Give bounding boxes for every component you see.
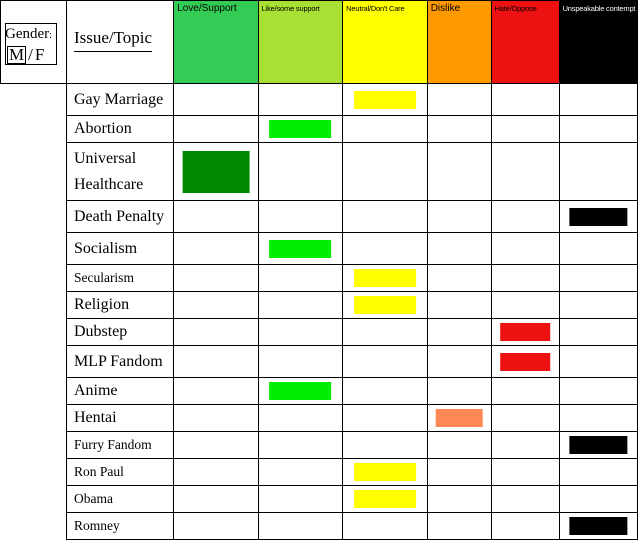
header-row xyxy=(1,1,638,84)
rating-cell[interactable] xyxy=(427,346,491,378)
rating-cell[interactable] xyxy=(258,486,343,513)
rating-cell[interactable] xyxy=(343,143,428,201)
rating-cell[interactable] xyxy=(559,486,637,513)
rating-mark xyxy=(270,240,332,258)
issue-label-cell xyxy=(66,84,173,116)
table-row xyxy=(1,432,638,459)
gender-title-sub: : xyxy=(49,30,52,41)
category-header-2 xyxy=(343,1,428,84)
rating-cell[interactable] xyxy=(559,84,637,116)
table-row xyxy=(1,116,638,143)
rating-cell[interactable] xyxy=(258,432,343,459)
gender-female-option[interactable]: F xyxy=(34,45,45,64)
issue-label: Socialism xyxy=(73,239,138,257)
rating-cell[interactable] xyxy=(427,201,491,233)
issue-topic-header xyxy=(66,1,173,84)
rating-mark xyxy=(570,517,627,535)
rating-cell[interactable] xyxy=(174,292,259,319)
table-body xyxy=(1,1,638,540)
row-spacer-cell xyxy=(1,265,67,292)
rating-cell[interactable] xyxy=(491,84,559,116)
table-row xyxy=(1,292,638,319)
row-spacer-cell xyxy=(1,292,67,319)
rating-cell[interactable] xyxy=(427,513,491,540)
issue-label: Gay Marriage xyxy=(73,90,164,108)
row-spacer-cell xyxy=(1,84,67,116)
rating-cell[interactable] xyxy=(174,459,259,486)
category-header-0 xyxy=(174,1,259,84)
rating-cell[interactable] xyxy=(559,378,637,405)
rating-cell[interactable] xyxy=(427,405,491,432)
gender-title xyxy=(5,26,52,43)
rating-mark xyxy=(570,208,627,226)
issue-label-cell xyxy=(66,143,173,201)
rating-cell[interactable] xyxy=(491,432,559,459)
row-spacer-cell xyxy=(1,201,67,233)
issue-label: Ron Paul xyxy=(73,464,124,479)
category-header-label-0: Love/Support xyxy=(177,3,237,14)
issue-label: Obama xyxy=(73,491,113,506)
rating-cell[interactable] xyxy=(559,116,637,143)
rating-mark xyxy=(270,382,332,400)
rating-mark xyxy=(354,269,416,287)
rating-mark xyxy=(436,409,483,427)
issue-label: Death Penalty xyxy=(73,207,165,225)
table-row xyxy=(1,378,638,405)
rating-cell[interactable] xyxy=(491,201,559,233)
issue-label-cell xyxy=(66,233,173,265)
table-row xyxy=(1,346,638,378)
rating-cell[interactable] xyxy=(559,265,637,292)
gender-male-option[interactable]: M xyxy=(9,45,25,64)
rating-cell[interactable] xyxy=(174,116,259,143)
rating-cell[interactable] xyxy=(343,233,428,265)
rating-mark xyxy=(500,323,550,341)
rating-cell[interactable] xyxy=(258,292,343,319)
category-header-label-2: Neutral/Don't Care xyxy=(346,4,405,13)
row-spacer-cell xyxy=(1,405,67,432)
issue-label-cell xyxy=(66,405,173,432)
row-spacer-cell xyxy=(1,378,67,405)
rating-cell[interactable] xyxy=(559,319,637,346)
rating-cell[interactable] xyxy=(174,265,259,292)
issue-label: Religion xyxy=(73,296,130,313)
table-row xyxy=(1,513,638,540)
row-spacer-cell xyxy=(1,143,67,201)
issue-label-cell xyxy=(66,265,173,292)
rating-cell[interactable] xyxy=(258,319,343,346)
rating-cell[interactable] xyxy=(559,459,637,486)
rating-cell[interactable] xyxy=(343,459,428,486)
rating-cell[interactable] xyxy=(491,233,559,265)
category-header-5 xyxy=(559,1,637,84)
gender-cell[interactable] xyxy=(1,1,67,84)
rating-cell[interactable] xyxy=(491,292,559,319)
rating-mark xyxy=(354,490,416,508)
table-row xyxy=(1,459,638,486)
table-row xyxy=(1,201,638,233)
rating-cell[interactable] xyxy=(258,378,343,405)
rating-cell[interactable] xyxy=(343,292,428,319)
rating-mark xyxy=(182,151,249,193)
rating-cell[interactable] xyxy=(559,143,637,201)
category-header-label-3: Dislike xyxy=(430,3,461,14)
table-row xyxy=(1,486,638,513)
rating-mark xyxy=(354,91,416,109)
rating-cell[interactable] xyxy=(258,346,343,378)
issue-label-cell xyxy=(66,486,173,513)
rating-cell[interactable] xyxy=(427,378,491,405)
issue-label: MLP Fandom xyxy=(73,352,163,370)
rating-cell[interactable] xyxy=(427,319,491,346)
rating-cell[interactable] xyxy=(258,116,343,143)
rating-cell[interactable] xyxy=(343,201,428,233)
issue-label: Dubstep xyxy=(73,323,128,340)
category-header-4 xyxy=(491,1,559,84)
rating-cell[interactable] xyxy=(343,513,428,540)
row-spacer-cell xyxy=(1,459,67,486)
row-spacer-cell xyxy=(1,116,67,143)
rating-cell[interactable] xyxy=(174,201,259,233)
issue-label: Universal Healthcare xyxy=(73,149,144,193)
issue-label-cell xyxy=(66,201,173,233)
rating-cell[interactable] xyxy=(343,84,428,116)
rating-cell[interactable] xyxy=(174,405,259,432)
row-spacer-cell xyxy=(1,319,67,346)
rating-mark xyxy=(354,463,416,481)
rating-mark xyxy=(354,296,416,314)
issue-label-cell xyxy=(66,513,173,540)
gender-title-text: Gender xyxy=(5,26,50,42)
rating-cell[interactable] xyxy=(258,459,343,486)
rating-cell[interactable] xyxy=(258,201,343,233)
rating-cell[interactable] xyxy=(427,459,491,486)
rating-cell[interactable] xyxy=(174,378,259,405)
rating-cell[interactable] xyxy=(258,265,343,292)
rating-cell[interactable] xyxy=(559,405,637,432)
rating-cell[interactable] xyxy=(174,513,259,540)
rating-mark xyxy=(500,353,550,371)
table-row xyxy=(1,265,638,292)
rating-cell[interactable] xyxy=(258,84,343,116)
rating-cell[interactable] xyxy=(427,233,491,265)
issue-label-cell xyxy=(66,319,173,346)
rating-mark xyxy=(570,436,627,454)
category-header-1 xyxy=(258,1,343,84)
rating-cell[interactable] xyxy=(174,143,259,201)
rating-cell[interactable] xyxy=(343,486,428,513)
rating-cell[interactable] xyxy=(427,84,491,116)
rating-cell[interactable] xyxy=(174,432,259,459)
row-spacer-cell xyxy=(1,233,67,265)
row-spacer-cell xyxy=(1,513,67,540)
rating-cell[interactable] xyxy=(343,405,428,432)
issue-label-cell xyxy=(66,292,173,319)
rating-cell[interactable] xyxy=(427,486,491,513)
rating-cell[interactable] xyxy=(559,201,637,233)
table-row xyxy=(1,233,638,265)
rating-cell[interactable] xyxy=(559,513,637,540)
category-header-3 xyxy=(427,1,491,84)
rating-cell[interactable] xyxy=(258,405,343,432)
rating-cell[interactable] xyxy=(491,513,559,540)
rating-cell[interactable] xyxy=(343,319,428,346)
rating-cell[interactable] xyxy=(491,378,559,405)
issue-label-cell xyxy=(66,378,173,405)
issue-label-cell xyxy=(66,459,173,486)
row-spacer-cell xyxy=(1,486,67,513)
rating-cell[interactable] xyxy=(491,486,559,513)
rating-cell[interactable] xyxy=(258,233,343,265)
rating-cell[interactable] xyxy=(343,116,428,143)
rating-cell[interactable] xyxy=(491,459,559,486)
rating-cell[interactable] xyxy=(427,143,491,201)
rating-cell[interactable] xyxy=(427,292,491,319)
rating-cell[interactable] xyxy=(258,143,343,201)
rating-cell[interactable] xyxy=(343,432,428,459)
issue-label-cell xyxy=(66,346,173,378)
rating-cell[interactable] xyxy=(559,346,637,378)
issue-label: Furry Fandom xyxy=(73,437,152,452)
rating-cell[interactable] xyxy=(427,432,491,459)
issue-label: Hentai xyxy=(73,409,117,426)
category-header-label-1: Like/some support xyxy=(261,4,320,13)
row-spacer-cell xyxy=(1,432,67,459)
rating-cell[interactable] xyxy=(174,84,259,116)
gender-選択[interactable] xyxy=(7,45,44,65)
table-row xyxy=(1,84,638,116)
issue-label-cell xyxy=(66,116,173,143)
category-header-label-5: Unspeakable contempt xyxy=(562,4,636,13)
category-header-label-4: Hate/Oppose xyxy=(494,4,537,13)
issue-label-cell xyxy=(66,432,173,459)
rating-cell[interactable] xyxy=(491,143,559,201)
rating-cell[interactable] xyxy=(491,319,559,346)
rating-cell[interactable] xyxy=(491,346,559,378)
issue-label: Anime xyxy=(73,382,118,399)
rating-cell[interactable] xyxy=(343,265,428,292)
table-row xyxy=(1,319,638,346)
issue-label: Romney xyxy=(73,518,120,533)
rating-cell[interactable] xyxy=(174,319,259,346)
rating-cell[interactable] xyxy=(174,486,259,513)
rating-cell[interactable] xyxy=(559,292,637,319)
rating-cell[interactable] xyxy=(174,233,259,265)
table-row xyxy=(1,143,638,201)
rating-cell[interactable] xyxy=(343,346,428,378)
rating-cell[interactable] xyxy=(343,378,428,405)
issue-label: Abortion xyxy=(73,120,132,137)
rating-cell[interactable] xyxy=(258,513,343,540)
rating-cell[interactable] xyxy=(427,116,491,143)
rating-cell[interactable] xyxy=(491,265,559,292)
rating-cell[interactable] xyxy=(427,265,491,292)
rating-cell[interactable] xyxy=(491,405,559,432)
rating-cell[interactable] xyxy=(174,346,259,378)
gender-separator: / xyxy=(28,45,33,64)
issue-topic-header-label: Issue/Topic xyxy=(74,28,152,52)
rating-mark xyxy=(270,120,332,138)
rating-cell[interactable] xyxy=(559,233,637,265)
issue-label: Secularism xyxy=(73,270,134,285)
rating-cell[interactable] xyxy=(559,432,637,459)
row-spacer-cell xyxy=(1,346,67,378)
table-row xyxy=(1,405,638,432)
rating-cell[interactable] xyxy=(491,116,559,143)
